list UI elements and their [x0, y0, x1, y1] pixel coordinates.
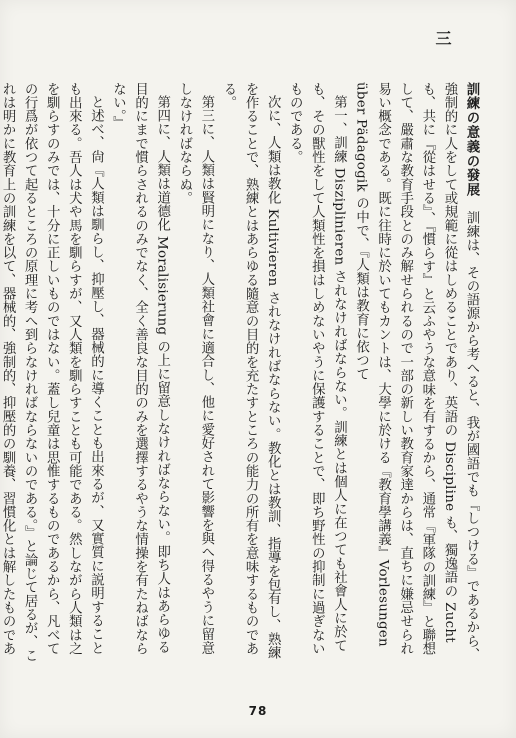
- body-text: [0, 82, 482, 667]
- paragraph-2: 第一、訓練 Disziplinieren されなければならない。訓練とは個人に在つても社會人に於ても、その獸性をして人類性を損はしめないやうに保護することで、即ち野性の抑制に過ぎないものである。: [287, 82, 347, 656]
- paragraph-3: 次に、人類は教化 Kultivieren されなければならない。教化とは教訓、指導を包有し、熟練を作ることで、熟練とはあらゆる隨意の目的を充たすところの能力の所有を意味するものである。: [220, 82, 281, 660]
- paragraph-1-text: 訓練は、その語源から考へると、我が國語でも『しつける』であるから、強制的に人をして或規範に從はしめることであり、英語の Discipline も、獨逸語の Zucht も、共に『從はせる』、『慣らす』と云ふやうな意味を有するから、通常『軍隊の訓練』と聯想して、嚴肅な教育手段とのみ解せられるので一部の新しい教育家達からは、直ちに嫌忌せられ易い概念である。既に往時に於いてもカントは、大學に於ける『教育學講義』Vorlesungen über Pädagogik の中で、『人類は教育に依つて: [353, 82, 479, 662]
- paragraph-1: [349, 82, 482, 667]
- paragraph-5: 第四に、人類は道德化 Moralisierung の上に留意しなければならない。即ち人はあらゆる目的にまで慣らされるのみでなく、全く善良な目的のみを選擇するやうな情操を有たねばならない。』: [110, 82, 170, 656]
- section-heading: 訓練の意義の發展: [464, 82, 479, 198]
- paragraph-6: と述べ、尙『人類は馴らし、抑壓し、器械的に導くことも出來るが、又實質に説明することも出來る。吾人は犬や馬を馴らすが、又人類を馴らすことも可能である。然しながら人類は之を馴らすのみでは、十分に正しいものではない。蓋し兒童は思惟するものであるから、凡べての行爲が依つて起るところの原理に考へ到らなければならないのである。』と論じて居るが、これは明かに教育上の訓練を以て、器械的、強制的、抑壓的の馴養、習慣化とは解したものであ: [0, 82, 104, 663]
- paragraph-4: 第三に、人類は賢明になり、人類社會に適合し、他に愛好されて影響を與へ得るやうに留意しなければならぬ。: [176, 82, 214, 656]
- page-number: 78: [248, 704, 268, 718]
- section-number: 三: [433, 30, 452, 48]
